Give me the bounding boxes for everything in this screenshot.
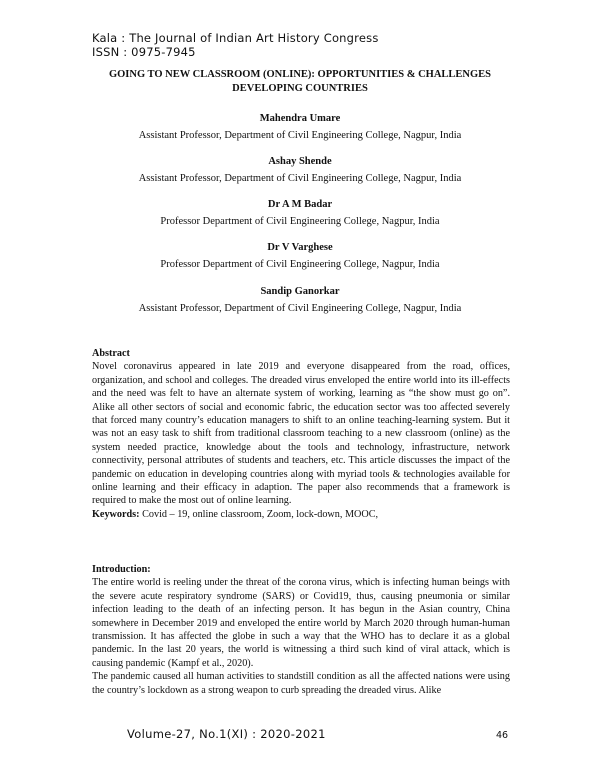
author-affiliation: Assistant Professor, Department of Civil Engineering College, Nagpur, India bbox=[138, 130, 462, 141]
author-block bbox=[60, 241, 540, 272]
paper-title bbox=[60, 68, 540, 96]
author-affiliation: Professor Department of Civil Engineering College, Nagpur, India bbox=[160, 259, 440, 270]
issn: ISSN : 0975-7945 bbox=[92, 45, 196, 59]
keywords-label: Keywords: bbox=[92, 508, 140, 520]
page-number: 46 bbox=[496, 730, 509, 741]
author-affiliation: Assistant Professor, Department of Civil Engineering College, Nagpur, India bbox=[138, 303, 462, 314]
introduction-heading: Introduction: bbox=[92, 564, 151, 575]
journal-name: Kala : The Journal of Indian Art History Congress bbox=[92, 31, 379, 45]
author-name: Ashay Shende bbox=[268, 156, 332, 167]
author-block bbox=[60, 285, 540, 316]
author-block bbox=[60, 198, 540, 229]
introduction-section bbox=[92, 563, 510, 697]
author-name: Mahendra Umare bbox=[259, 113, 341, 124]
introduction-paragraph: The entire world is reeling under the threat of the corona virus, which is infecting human beings with the severe acute respiratory syndrome (SARS) or Covid19, thus, causing pneumonia or similar infection leading to the death of an infecting person. It has begun in the Asian country, China somewhere in December 2019 and enveloped the entire world by March 2020 through human-human transmission. It has affected the globe in such a way that the WHO has to declare it as a global pandemic. In the last 20 years, the world is witnessing a third such kind of viral attack, which is causing pandemic (Kampf et al., 2020). bbox=[92, 577, 510, 669]
author-name: Sandip Ganorkar bbox=[260, 286, 340, 297]
author-name: Dr A M Badar bbox=[267, 199, 333, 210]
author-affiliation: Professor Department of Civil Engineering College, Nagpur, India bbox=[160, 216, 440, 227]
introduction-paragraph: The pandemic caused all human activities to standstill condition as all the affected nations were using the country’s lockdown as a strong weapon to curb spreading the dreaded virus. Alike bbox=[92, 671, 510, 696]
abstract-text: Novel coronavirus appeared in late 2019 and everyone disappeared from the road, offices, organization, and school and colleges. The dreaded virus enveloped the entire world into its ill-effects and the need was felt to have an alternate system of working, learning as “the show must go on”. Alike all other sectors of social and economic fabric, the education sector was too affected severely that forced many country’s education managers to shift to an online teaching-learning system. But it was not an easy task to shift from traditional classroom teaching to a new classroom (online) as the system needed practice, knowledge about the tools and technology, infrastructure, network connectivity, personal attributes of students and teachers, etc. This article discusses the impact of the pandemic on education in developing countries along with myriad tools & technologies available for online learning and their efficacy in adaption. The paper also recommends that a framework is required to make the most out of online learning. bbox=[92, 361, 510, 507]
title-line-2: DEVELOPING COUNTRIES bbox=[232, 83, 368, 94]
author-block bbox=[60, 112, 540, 143]
author-name: Dr V Varghese bbox=[267, 242, 333, 253]
keywords-text: Covid – 19, online classroom, Zoom, lock-down, MOOC, bbox=[139, 508, 379, 520]
keywords-line bbox=[92, 508, 510, 521]
abstract-heading: Abstract bbox=[92, 348, 130, 359]
author-affiliation: Assistant Professor, Department of Civil Engineering College, Nagpur, India bbox=[138, 173, 462, 184]
abstract-section bbox=[92, 347, 510, 521]
journal-header bbox=[92, 31, 379, 59]
title-line-1: GOING TO NEW CLASSROOM (ONLINE): OPPORTUNITIES & CHALLENGES bbox=[108, 69, 492, 80]
author-block bbox=[60, 155, 540, 186]
footer-volume: Volume-27, No.1(XI) : 2020-2021 bbox=[127, 727, 326, 741]
